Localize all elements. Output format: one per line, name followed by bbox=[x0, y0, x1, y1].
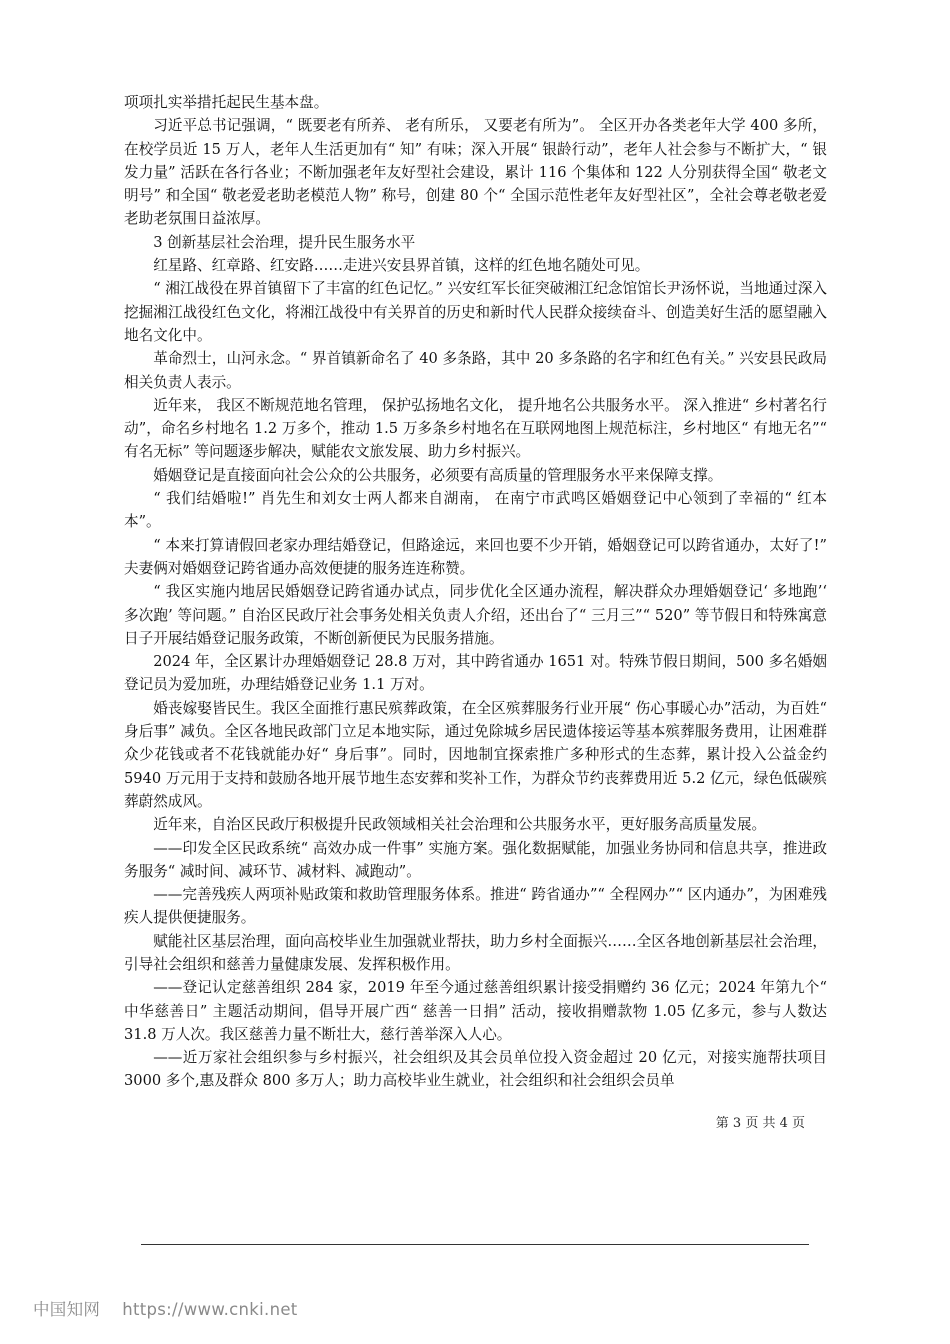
cnki-logo-text: 中国知网 bbox=[33, 1300, 101, 1319]
paragraph: 项项扎实举措托起民生基本盘。 bbox=[124, 94, 329, 111]
paragraph: 2024 年，全区累计办理婚姻登记 28.8 万对，其中跨省通办 1651 对。特殊节假日期间，500 多名婚姻登记员为爱加班，办理结婚登记业务 1.1 万对。 bbox=[124, 653, 827, 694]
paragraph: 婚姻登记是直接面向社会公众的公共服务，必须要有高质量的管理服务水平来保障支撑。 bbox=[153, 466, 723, 484]
paragraph: 婚丧嫁娶皆民生。我区全面推行惠民殡葬政策，在全区殡葬服务行业开展“ 伤心事暖心办”活动，为百姓“ 身后事” 减负。全区各地民政部门立足本地实际，通过免除城乡居民遗体接运等基本殡葬服务费用，让困难群众少花钱或者不花钱就能办好“ 身后事”。同时，因地制宜探索推广多种形式的生态葬，累计投入公益金约 5940 万元用于支持和鼓励各地开展节地生态安葬和奖补工作，为群众节约丧葬费用近 5.2 亿元，绿色低碳殡葬蔚然成风。 bbox=[124, 699, 827, 810]
section-heading: 3 创新基层社会治理，提升民生服务水平 bbox=[153, 233, 416, 251]
paragraph: ——完善残疾人两项补贴政策和救助管理服务体系。推进“ 跨省通办”“ 全程网办”“ 区内通办”，为困难残疾人提供便捷服务。 bbox=[124, 886, 827, 927]
paragraph: 习近平总书记强调，“ 既要老有所养、 老有所乐， 又要老有所为”。 全区开办各类老年大学 400 多所，在校学员近 15 万人，老年人生活更加有“ 知” 有味；深入开展“ 银龄行动”，老年人社会参与不断扩大，“ 银发力量” 活跃在各行各业；不断加强老年友好型社会建设，累计 116 个集体和 122 人分别获得全国“ 敬老文明号” 和全国“ 敬老爱老助老模范人物” 称号，创建 80 个“ 全国示范性老年友好型社区”，全社会尊老敬老爱老助老氛围日益浓厚。 bbox=[124, 117, 828, 228]
paragraph: ——印发全区民政系统“ 高效办成一件事” 实施方案。强化数据赋能，加强业务协同和信息共享，推进政务服务“ 减时间、减环节、减材料、减跑动”。 bbox=[124, 839, 827, 880]
paragraph: 红星路、红章路、红安路……走进兴安县界首镇，这样的红色地名随处可见。 bbox=[153, 257, 650, 275]
paragraph: “ 我区实施内地居民婚姻登记跨省通办试点，同步优化全区通办流程，解决群众办理婚姻登记‘ 多地跑’‘ 多次跑’ 等问题。” 自治区民政厅社会事务处相关负责人介绍，还出台了“ 三月三”“ 520” 等节假日和特殊寓意日子开展结婚登记服务政策，不断创新便民为民服务措施。 bbox=[124, 583, 827, 647]
paragraph: “ 湘江战役在界首镇留下了丰富的红色记忆。” 兴安红军长征突破湘江纪念馆馆长尹汤怀说，当地通过深入挖掘湘江战役红色文化，将湘江战役中有关界首的历史和新时代人民群众接续奋斗、创造美好生活的愿望融入地名文化中。 bbox=[124, 280, 827, 344]
paragraph: 近年来， 我区不断规范地名管理， 保护弘扬地名文化， 提升地名公共服务水平。 深入推进“ 乡村著名行动”，命名乡村地名 1.2 万多个，推动 1.5 万多条乡村地名在互联网地图上规范标注，乡村地区“ 有地无名”“ 有名无标” 等问题逐步解决，赋能农文旅发展、助力乡村振兴。 bbox=[124, 396, 827, 461]
paragraph: 近年来，自治区民政厅积极提升民政领域相关社会治理和公共服务水平，更好服务高质量发展。 bbox=[153, 816, 767, 834]
cnki-url[interactable]: https://www.cnki.net bbox=[122, 1300, 298, 1319]
footer-divider bbox=[141, 1244, 809, 1245]
page-number: 第 3 页 共 4 页 bbox=[715, 1116, 805, 1131]
cnki-watermark bbox=[33, 1296, 298, 1320]
paragraph: “ 我们结婚啦!” 肖先生和刘女士两人都来自湖南， 在南宁市武鸣区婚姻登记中心领到了幸福的“ 红本本”。 bbox=[124, 490, 827, 531]
paragraph: 赋能社区基层治理，面向高校毕业生加强就业帮扶，助力乡村全面振兴……全区各地创新基层社会治理，引导社会组织和慈善力量健康发展、发挥积极作用。 bbox=[124, 932, 827, 973]
paragraph: 革命烈士，山河永念。“ 界首镇新命名了 40 多条路，其中 20 多条路的名字和红色有关。” 兴安县民政局相关负责人表示。 bbox=[124, 350, 827, 391]
paragraph: “ 本来打算请假回老家办理结婚登记，但路途远，来回也要不少开销，婚姻登记可以跨省通办，太好了!” 夫妻俩对婚姻登记跨省通办高效便捷的服务连连称赞。 bbox=[124, 536, 827, 577]
document-body bbox=[124, 91, 827, 1093]
paragraph: ——登记认定慈善组织 284 家，2019 年至今通过慈善组织累计接受捐赠约 36 亿元；2024 年第九个“ 中华慈善日” 主题活动期间，倡导开展广西“ 慈善一日捐” 活动，接收捐赠款物 1.05 亿多元，参与人数达 31.8 万人次。我区慈善力量不断壮大，慈行善举深入人心。 bbox=[124, 979, 827, 1043]
paragraph: ——近万家社会组织参与乡村振兴，社会组织及其会员单位投入资金超过 20 亿元，对接实施帮扶项目 3000 多个,惠及群众 800 多万人；助力高校毕业生就业，社会组织和社会组织会员单 bbox=[124, 1049, 827, 1090]
